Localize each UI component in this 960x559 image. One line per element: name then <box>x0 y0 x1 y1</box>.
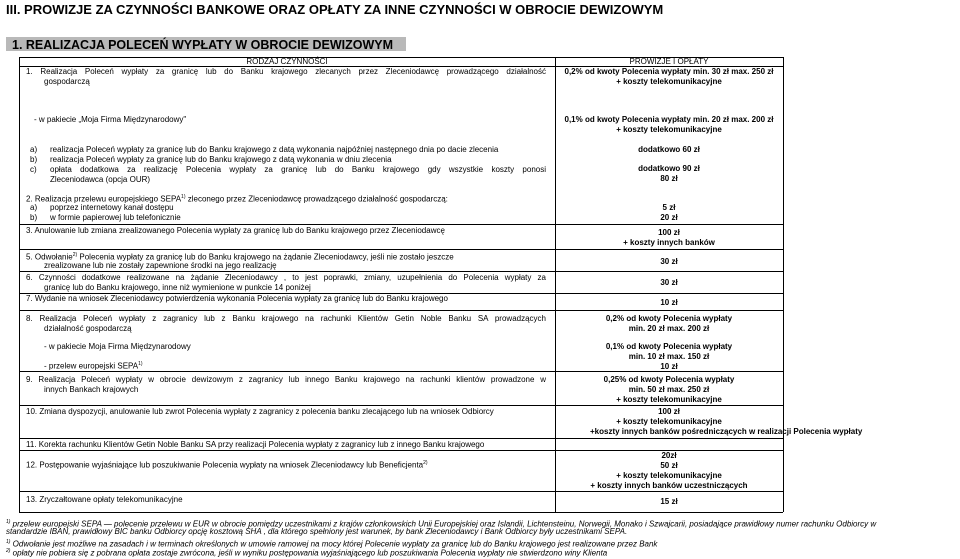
row9-fee-c: + koszty telekomunikacyjne <box>616 395 722 404</box>
row9-fee-b: min. 50 zł max. 250 zł <box>628 385 710 394</box>
row12-fee-d: + koszty innych banków uczestniczących <box>590 481 748 490</box>
row11-text: 11. Korekta rachunku Klientów Getin Noble Banku SA przy realizacji Polecenia wypłaty z zagranicy lub z innego Banku krajowego <box>26 440 485 449</box>
row-divider <box>19 224 783 225</box>
header-fees: PROWIZJE I OPŁATY <box>629 57 709 66</box>
table-right-border <box>783 57 784 512</box>
row-divider <box>19 491 783 492</box>
row7-text: 7. Wydanie na wniosek Zleceniodawcy potwierdzenia wykonania Polecenia wypłaty za granicę lub do Banku krajowego <box>26 294 448 303</box>
footnote-1-line-2: standardzie IBAN, prawidłowy BIC banku Odbiorcy opcję kosztową SHA , dla którego spełniony jest warunek, by bank Zleceniodawcy i Bank Odbiorcy były uczestnikami SEPA. <box>6 527 628 536</box>
row-divider <box>19 405 783 406</box>
row13-fee: 15 zł <box>660 497 678 506</box>
row6-text-b: granicę lub do Banku krajowego, inne niż wymienione w punkcie 14 poniżej <box>44 283 311 292</box>
row1-b-label: b) <box>30 155 38 164</box>
row8-sepa-main: - przelew europejski SEPA <box>44 361 139 371</box>
row1-b-text: realizacja Poleceń wypłaty za granicę lub do Banku krajowego z datą wykonania w dniu zlecenia <box>50 155 392 164</box>
row8-sepa-sup: 1) <box>138 361 143 367</box>
row12-text-main: 12. Postępowanie wyjaśniające lub poszukiwanie Polecenia wypłaty na wniosek Zleceniodawcy lub Beneficjenta <box>26 460 424 470</box>
row12-fee-c: + koszty telekomunikacyjne <box>616 471 722 480</box>
row5-sup: 2) <box>72 252 78 258</box>
row9-text-b: innych Bankach krajowych <box>44 385 139 394</box>
row12-sup: 2) <box>423 460 428 466</box>
row8-fee-a: 0,2% od kwoty Polecenia wypłaty <box>605 314 733 323</box>
row8-package-fee-a: 0,1% od kwoty Polecenia wypłaty <box>605 342 733 351</box>
row12-text <box>26 459 428 470</box>
row5-fee: 30 zł <box>660 257 678 266</box>
row8-text-a: 8. Realizacja Poleceń wypłaty z zagranicy lub z Banku krajowego na rachunki Klientów Getin Noble Banku SA prowadzących <box>26 314 546 323</box>
row6-fee: 30 zł <box>660 278 678 287</box>
row1-text-b: gospodarczą <box>44 77 90 86</box>
footnote-1-mark: 1) <box>6 519 11 525</box>
footnote-2-text: Odwołanie jest możliwe na zasadach i w terminach określonych w umowie ramowej na mocy której Polecenie wypłaty za granicę lub do Banku krajowego jest realizowane przez Bank <box>10 539 658 549</box>
row1-a-label: a) <box>30 145 38 154</box>
row2-sup: 1) <box>181 194 186 200</box>
table-bottom-border <box>19 512 783 513</box>
row1-c-label: c) <box>30 165 37 174</box>
row1-package-text: - w pakiecie „Moja Firma Międzynarodowy" <box>34 115 187 124</box>
header-activity: RODZAJ CZYNNOŚCI <box>246 57 328 66</box>
row8-sepa-fee: 10 zł <box>660 362 678 371</box>
row5-text-tail: Polecenia wypłaty za granicę lub do Banku krajowego na żądanie Zleceniodawcy, jeśli nie zostało jeszcze <box>77 252 454 262</box>
footnote-1-text-a: przelew europejski SEPA — polecenie przelewu w EUR w obrocie pomiędzy uczestnikami z krajów członkowskich Unii Europejskiej oraz Islandii, Lichtensteinu, Norwegii, Monako i Szwajcarii, posiadające prawidłowy numer rachunku Odbiorcy w <box>10 519 877 529</box>
row7-fee: 10 zł <box>660 298 678 307</box>
row3-fee-a: 100 zł <box>658 228 680 237</box>
row2-a-text: poprzez internetowy kanał dostępu <box>50 203 174 212</box>
row-divider <box>19 310 783 311</box>
row8-package-text: - w pakiecie Moja Firma Międzynarodowy <box>44 342 191 351</box>
row1-fee-a: 0,2% od kwoty Polecenia wypłaty min. 30 zł max. 250 zł <box>564 67 774 76</box>
row9-fee-a: 0,25% od kwoty Polecenia wypłaty <box>603 375 735 384</box>
footnote-3-mark: 2) <box>6 548 11 554</box>
row12-fee-a: 20zł <box>661 451 677 460</box>
row10-fee-a: 100 zł <box>658 407 680 416</box>
row-divider <box>19 438 783 439</box>
row10-fee-c: +koszty innych banków pośredniczących w realizacji Polecenia wypłaty <box>590 427 863 436</box>
row1-fee-b: + koszty telekomunikacyjne <box>616 77 722 86</box>
row2-text-main: 2. Realizacja przelewu europejskiego SEPA <box>26 194 182 204</box>
row1-package-fee-a: 0,1% od kwoty Polecenia wypłaty min. 20 zł max. 200 zł <box>564 115 774 124</box>
row1-sub-fee-a: dodatkowo 60 zł <box>638 145 700 154</box>
row1-package-fee-b: + koszty telekomunikacyjne <box>616 125 722 134</box>
row1-a-text: realizacja Poleceń wypłaty za granicę lub do Banku krajowego z datą wykonania najpóźniej następnego dnia po dacie zlecenia <box>50 145 499 154</box>
row-divider <box>19 371 783 372</box>
row2-fee-a: 5 zł <box>662 203 676 212</box>
row3-text: 3. Anulowanie lub zmiana zrealizowanego Polecenia wypłaty za granicę lub do Banku krajowego przez Zleceniodawcę <box>26 226 445 235</box>
row8-package-fee-b: min. 10 zł max. 150 zł <box>628 352 710 361</box>
row-divider <box>19 271 783 272</box>
row2-b-label: b) <box>30 213 38 222</box>
row6-text-a: 6. Czynności dodatkowe realizowane na żądanie Zleceniodawcy , to jest poprawki, zmiany, uzupełnienia do Polecenia wypłaty za <box>26 273 546 282</box>
row1-text-a: 1. Realizacja Poleceń wypłaty za granicę lub do Banku krajowego zlecanych przez Zleceniodawcę prowadzącego działalność <box>26 67 546 76</box>
row-divider <box>19 249 783 250</box>
row13-text: 13. Zryczałtowane opłaty telekomunikacyjne <box>26 495 183 504</box>
subsection-heading: 1. REALIZACJA POLECEŃ WYPŁATY W OBROCIE DEWIZOWYM <box>12 38 394 52</box>
footnote-3-text: opłaty nie pobiera się z pobrana opłata zostaje zwrócona, jeśli w wyniku postępowania wyjaśniającego lub poszukiwania Polecenia wypłaty nie stwierdzono winy Klienta <box>10 548 608 558</box>
row1-c-text: opłata dodatkowa za realizację Polecenia wypłaty za granicę lub do Banku krajowego gdy wszystkie koszty ponosi <box>50 165 546 174</box>
row10-text: 10. Zmiana dyspozycji, anulowanie lub zwrot Polecenia wypłaty z zagranicy z polecenia banku zlecającego lub na wniosek Odbiorcy <box>26 407 494 416</box>
row2-fee-b: 20 zł <box>660 213 678 222</box>
row1-sub-fee-b: dodatkowo 90 zł <box>638 164 700 173</box>
row1-c-text-2: Zleceniodawca (opcja OUR) <box>50 175 151 184</box>
row5-text-main: 5. Odwołanie <box>26 252 73 262</box>
row2-text-tail: zleconego przez Zleceniodawcę prowadzącego działalność gospodarczą: <box>185 194 448 204</box>
table-left-border <box>19 57 20 512</box>
row3-fee-b: + koszty innych banków <box>623 238 715 247</box>
row12-fee-b: 50 zł <box>660 461 678 470</box>
row8-text-b: działalność gospodarczą <box>44 324 132 333</box>
footnote-2-mark: 1) <box>6 539 11 545</box>
row10-fee-b: + koszty telekomunikacyjne <box>616 417 722 426</box>
row1-sub-fee-c: 80 zł <box>660 174 678 183</box>
row5-text-b: zrealizowane lub nie zostały zapewnione środki na jego realizację <box>44 261 277 270</box>
row8-sepa-text <box>44 360 143 371</box>
section-heading: III. PROWIZJE ZA CZYNNOŚCI BANKOWE ORAZ OPŁATY ZA INNE CZYNNOŚCI W OBROCIE DEWIZOWYM <box>6 2 664 17</box>
row2-a-label: a) <box>30 203 38 212</box>
row8-fee-b: min. 20 zł max. 200 zł <box>628 324 710 333</box>
row9-text-a: 9. Realizacja Poleceń wypłaty w obrocie dewizowym z zagranicy lub innego Banku krajowego na rachunki klientów prowadzone w <box>26 375 546 384</box>
row2-b-text: w formie papierowej lub telefonicznie <box>50 213 181 222</box>
